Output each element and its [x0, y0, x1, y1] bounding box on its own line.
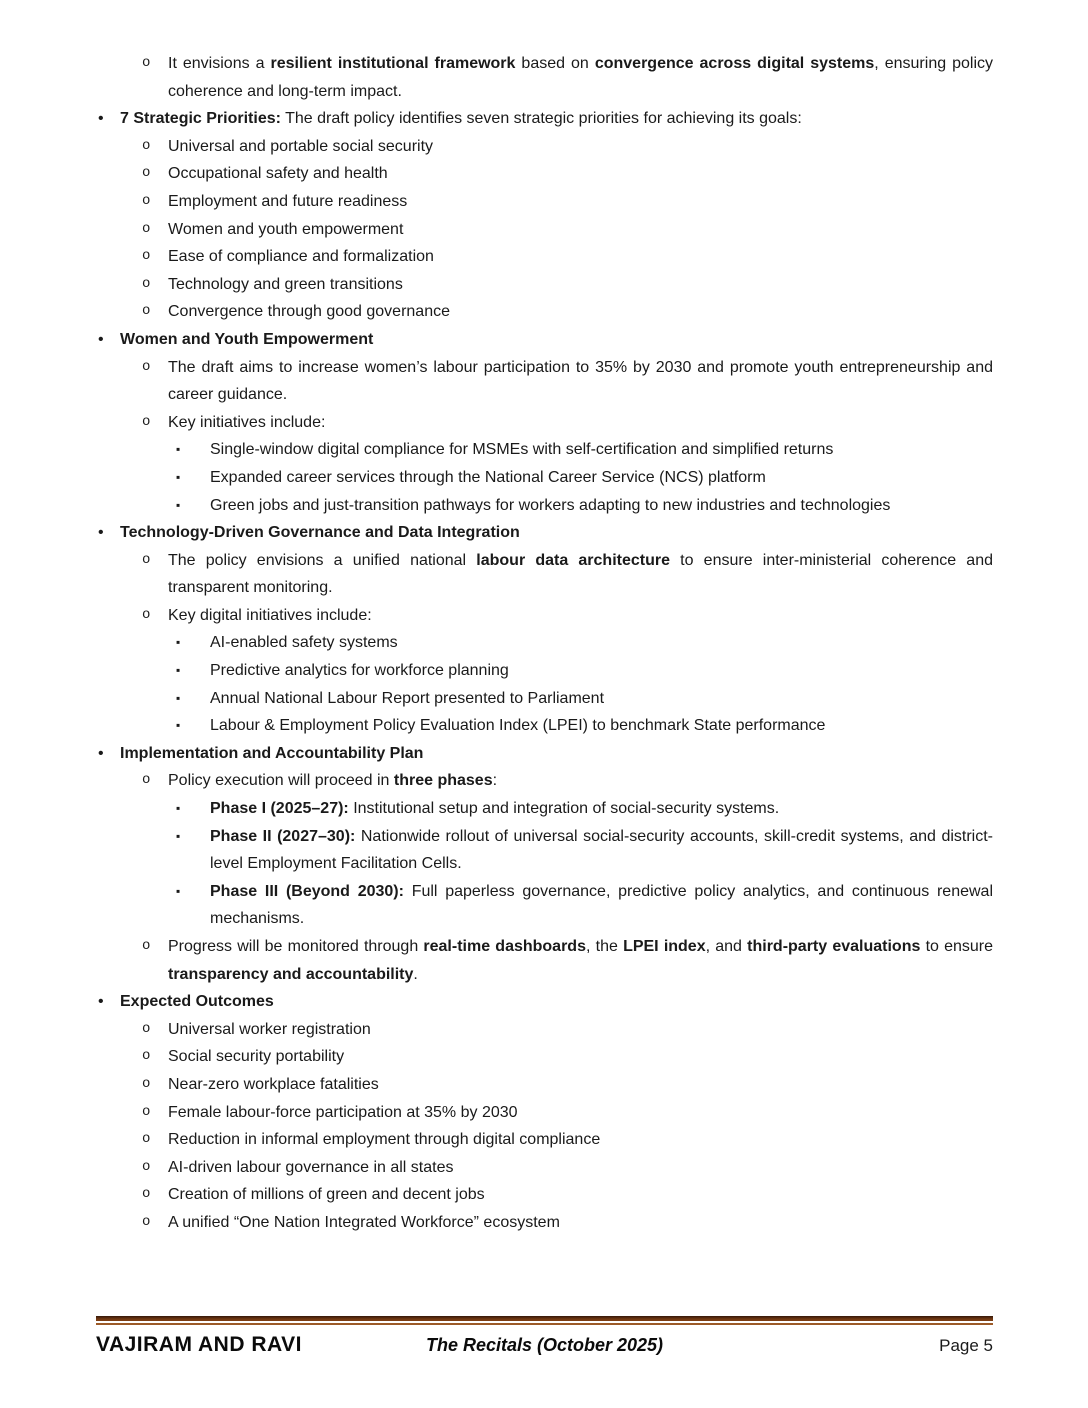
document-body: [96, 50, 998, 1237]
text-run: Key digital initiatives include:: [168, 606, 372, 624]
text-run-bold: Women and Youth Empowerment: [120, 330, 374, 348]
text-run: Progress will be monitored through: [168, 938, 424, 955]
text-run: Labour & Employment Policy Evaluation Index (LPEI) to benchmark State performance: [210, 717, 826, 735]
list-item: [96, 767, 993, 795]
text-run: Employment and future readiness: [168, 192, 408, 210]
text-run: Annual National Labour Report presented to Parliament: [210, 689, 605, 707]
square-bullet-icon: ▪: [176, 469, 181, 484]
list-item: [96, 133, 993, 161]
circle-bullet-icon: o: [142, 165, 151, 182]
circle-bullet-icon: o: [142, 137, 151, 154]
text-run-bold: Phase I (2025–27):: [210, 800, 349, 818]
list-item: [96, 878, 998, 933]
text-run: , ensuring policy coherence and long-term impact.: [168, 55, 998, 100]
text-run: Single-window digital compliance for MSMEs with self-certification and simplified returns: [210, 441, 834, 459]
square-bullet-icon: ▪: [176, 828, 181, 843]
text-run: Convergence through good governance: [168, 303, 450, 321]
text-run: Near-zero workplace fatalities: [168, 1075, 379, 1093]
square-bullet-icon: ▪: [176, 663, 181, 678]
circle-bullet-icon: o: [142, 606, 151, 623]
text-run: Universal and portable social security: [168, 137, 434, 155]
footer-row: [96, 1333, 993, 1357]
list-item: [96, 1043, 993, 1071]
disc-bullet-icon: •: [98, 993, 104, 1011]
circle-bullet-icon: o: [142, 248, 151, 265]
circle-bullet-icon: o: [142, 192, 151, 209]
list-item: [96, 602, 993, 630]
text-run: AI-driven labour governance in all states: [168, 1158, 454, 1176]
text-run: .: [413, 965, 418, 983]
circle-bullet-icon: o: [142, 1158, 151, 1175]
list-item: [96, 160, 993, 188]
text-run: Expanded career services through the National Career Service (NCS) platform: [210, 468, 766, 486]
circle-bullet-icon: o: [142, 1048, 151, 1065]
text-run: A unified “One Nation Integrated Workforce” ecosystem: [168, 1213, 560, 1231]
list-item: [96, 188, 993, 216]
text-run: Policy execution will proceed in: [168, 772, 394, 790]
list-item: [96, 1099, 993, 1127]
text-run: Institutional setup and integration of social-security systems.: [348, 800, 780, 818]
list-item: [96, 1126, 993, 1154]
text-run: to ensure inter-ministerial coherence and transparent monitoring.: [168, 551, 998, 597]
text-run: to ensure: [920, 938, 998, 955]
list-item: [96, 1181, 993, 1209]
text-run: The draft aims to increase women’s labour participation to 35% by 2030 and promote youth entrepreneurship and career guidance.: [168, 358, 998, 404]
text-run: Female labour-force participation at 35% by 2030: [168, 1103, 518, 1121]
text-run: Full paperless governance, predictive policy analytics, and continuous renewal mechanisms.: [210, 882, 998, 928]
circle-bullet-icon: o: [142, 1186, 151, 1203]
section-heading: [96, 326, 993, 354]
text-run: Technology and green transitions: [168, 275, 403, 293]
text-run-bold: real-time dashboards: [423, 938, 586, 955]
text-run: Predictive analytics for workforce planning: [210, 662, 509, 680]
square-bullet-icon: ▪: [176, 883, 181, 898]
circle-bullet-icon: o: [142, 413, 151, 430]
list-item: [96, 795, 993, 823]
text-run-bold: 7 Strategic Priorities:: [120, 110, 281, 128]
circle-bullet-icon: o: [142, 275, 151, 292]
text-run: Ease of compliance and formalization: [168, 248, 434, 266]
list-item: [96, 354, 998, 409]
text-run-bold: LPEI index: [623, 938, 706, 955]
circle-bullet-icon: o: [142, 551, 151, 568]
list-item: [96, 629, 993, 657]
text-run: based on: [515, 55, 595, 72]
square-bullet-icon: ▪: [176, 801, 181, 816]
circle-bullet-icon: o: [142, 1075, 151, 1092]
list-item: [96, 712, 993, 740]
disc-bullet-icon: •: [98, 744, 104, 762]
circle-bullet-icon: o: [142, 1131, 151, 1148]
square-bullet-icon: ▪: [176, 690, 181, 705]
text-run-bold: Phase III (Beyond 2030):: [210, 882, 404, 900]
square-bullet-icon: ▪: [176, 442, 181, 457]
text-run-bold: Phase II (2027–30):: [210, 827, 356, 845]
text-run: Nationwide rollout of universal social-security accounts, skill-credit systems, and district-level Employment Facilitation Cells.: [210, 827, 994, 873]
list-item: [96, 823, 993, 878]
text-run-bold: Technology-Driven Governance and Data Integration: [120, 524, 520, 542]
list-item: [96, 547, 998, 602]
text-run: Occupational safety and health: [168, 165, 388, 183]
text-run: Creation of millions of green and decent jobs: [168, 1186, 485, 1204]
circle-bullet-icon: o: [142, 938, 151, 954]
text-run: :: [492, 772, 498, 790]
list-item: [96, 298, 993, 326]
circle-bullet-icon: o: [142, 358, 151, 375]
section-heading: [96, 740, 993, 768]
footer: [96, 1316, 993, 1357]
list-item: [96, 1071, 993, 1099]
list-item: [96, 1154, 993, 1182]
text-run: Women and youth empowerment: [168, 220, 404, 238]
list-item: [96, 464, 993, 492]
list-item: [96, 105, 993, 133]
circle-bullet-icon: o: [142, 1020, 151, 1037]
list-item: [96, 492, 993, 520]
square-bullet-icon: ▪: [176, 718, 181, 733]
list-item: [96, 657, 993, 685]
list-item: [96, 216, 993, 244]
disc-bullet-icon: •: [98, 330, 104, 348]
text-run-bold: labour data architecture: [476, 551, 670, 569]
text-run-bold: convergence across digital systems: [594, 55, 875, 72]
circle-bullet-icon: o: [142, 1213, 151, 1230]
list-item: [96, 933, 998, 988]
text-run: , the: [585, 938, 624, 955]
circle-bullet-icon: o: [142, 220, 151, 237]
text-run-bold: resilient institutional framework: [270, 55, 516, 72]
list-item: [96, 1209, 993, 1237]
list-item: [96, 685, 993, 713]
list-item: [96, 436, 993, 464]
text-run: Green jobs and just-transition pathways for workers adapting to new industries and technologies: [210, 496, 891, 514]
text-run: AI-enabled safety systems: [210, 634, 398, 652]
square-bullet-icon: ▪: [176, 635, 181, 650]
text-run-bold: Implementation and Accountability Plan: [120, 744, 424, 762]
text-run: The policy envisions a unified national: [168, 551, 477, 569]
footer-publication-title: The Recitals (October 2025): [425, 1335, 664, 1355]
footer-page-number: Page 5: [939, 1336, 993, 1355]
section-heading: [96, 519, 993, 547]
disc-bullet-icon: •: [98, 524, 104, 542]
text-run: , and: [705, 938, 748, 955]
list-item: [96, 1016, 993, 1044]
text-run-bold: Expected Outcomes: [120, 993, 274, 1011]
text-run: Key initiatives include:: [168, 413, 326, 431]
circle-bullet-icon: o: [142, 303, 151, 320]
list-item: [96, 50, 998, 105]
text-run-bold: third-party evaluations: [747, 938, 921, 955]
text-run-bold: three phases: [393, 772, 493, 790]
text-run: Reduction in informal employment through digital compliance: [168, 1131, 601, 1149]
list-item: [96, 409, 993, 437]
text-run: It envisions a: [168, 55, 271, 72]
footer-rule-thin-line: [96, 1323, 993, 1325]
list-item: [96, 243, 993, 271]
text-run-bold: transparency and accountability: [168, 965, 414, 983]
footer-rule: [96, 1316, 993, 1325]
text-run: The draft policy identifies seven strategic priorities for achieving its goals:: [280, 110, 802, 128]
footer-org-name: VAJIRAM AND RAVI: [96, 1333, 302, 1356]
text-run: Universal worker registration: [168, 1020, 371, 1038]
circle-bullet-icon: o: [142, 1103, 151, 1120]
text-run: Social security portability: [168, 1048, 345, 1066]
circle-bullet-icon: o: [142, 772, 151, 789]
square-bullet-icon: ▪: [176, 497, 181, 512]
section-heading: [96, 988, 993, 1016]
disc-bullet-icon: •: [98, 110, 104, 128]
circle-bullet-icon: o: [142, 55, 151, 71]
list-item: [96, 271, 993, 299]
